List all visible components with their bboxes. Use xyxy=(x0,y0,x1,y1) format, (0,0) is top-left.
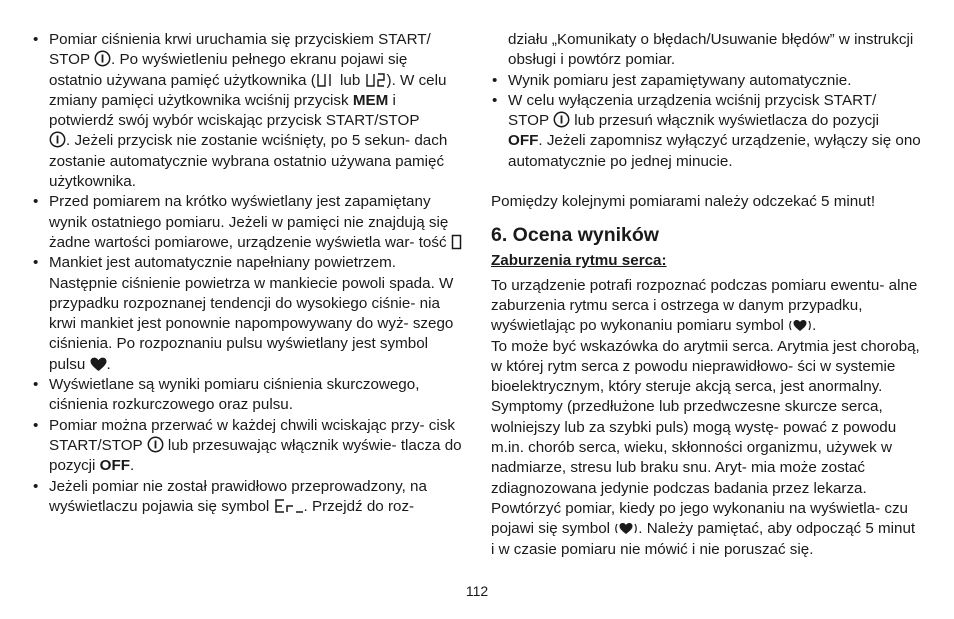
left-column xyxy=(32,30,464,517)
left-bullet-list xyxy=(32,30,464,517)
text: Powtórzyć pomiar, kiedy po jego wykonaniu na wyświetla- czu pojawi się symbol xyxy=(491,499,909,538)
list-item xyxy=(491,91,921,172)
zero-segment-icon xyxy=(451,234,462,250)
text: Jeżeli pomiar nie został prawidłowo przeprowadzony, na wyświetlaczu pojawia się symbol xyxy=(49,477,427,515)
page-number: 112 xyxy=(465,583,489,599)
list-item xyxy=(32,416,464,477)
right-bullet-list xyxy=(491,71,921,172)
continued-text: działu „Komunikaty o błędach/Usuwanie błędów” w instrukcji obsługi i powtórz pomiar. xyxy=(508,31,914,69)
subheading: Zaburzenia rytmu serca: xyxy=(491,252,667,270)
arrhythmia-heart-icon xyxy=(788,318,812,333)
error-segment-icon xyxy=(274,498,304,514)
list-item xyxy=(491,71,921,91)
section-heading: 6. Ocena wyników xyxy=(491,224,659,247)
list-item xyxy=(32,30,464,192)
text: Wyświetlane są wyniki pomiaru ciśnienia skurczowego, ciśnienia rozkurczowego oraz pulsu. xyxy=(49,376,420,414)
power-icon xyxy=(49,131,66,148)
off-label: OFF xyxy=(508,132,539,150)
paragraph: To może być wskazówka do arytmii serca. Arytmia jest chorobą, w której rytm serca z powodu nieprawidłowo- ści w systemie bioelektrycznym, który steruje akcją serca, jest anormalny. Symptomy (przedłużone lub przedwczesne skurcze serca, wolniejszy lub za szybki puls) mogą wystę- pować z powodu m.in. chorób serca, wieku, skłonności organizmu, używek w nadmiarze, stresu lub braku snu. Aryt- mia może zostać zdiagnozowana jedynie podczas badania przez lekarza. xyxy=(491,337,920,497)
off-label: OFF xyxy=(99,457,131,475)
text: lub xyxy=(340,71,361,89)
waiting-note: Pomiędzy kolejnymi pomiarami należy odczekać 5 minut! xyxy=(491,193,876,211)
text: . Należy pamiętać, aby odpocząć 5 minut i w czasie pomiaru nie mówić i nie poruszać się. xyxy=(491,520,916,558)
text: . Jeżeli przycisk nie zostanie wciśnięty, po 5 sekun- dach zostanie automatycznie wybrana ostatnio używana pamięć użytkownika. xyxy=(49,132,448,191)
text: To urządzenie potrafi rozpoznać podczas pomiaru ewentu- alne zaburzenia rytmu serca i ostrzega w danym przypadku, wyświetlając po wykonaniu pomiaru symbol xyxy=(491,276,918,335)
text: Przed pomiarem na krótko wyświetlany jest zapamiętany wynik ostatniego pomiaru. Jeżeli w pamięci nie znajdują się żadne wartości pomiarowe, urządzenie wyświetla war- tość xyxy=(49,193,449,251)
power-icon xyxy=(147,436,164,453)
text: lub przesuwając włącznik wyświe- tlacza do pozycji xyxy=(49,436,462,475)
text: lub przesuń włącznik wyświetlacza do pozycji xyxy=(574,112,880,130)
text: Wynik pomiaru jest zapamiętywany automatycznie. xyxy=(508,71,852,89)
list-item xyxy=(32,253,464,375)
text: . Przejdź do roz- xyxy=(303,497,415,515)
text: . xyxy=(130,457,135,475)
text: W celu wyłączenia urządzenia wciśnij przycisk START/ STOP xyxy=(508,91,877,130)
text: . xyxy=(812,317,817,335)
paragraph xyxy=(491,276,921,337)
text: ). W celu zmiany pamięci użytkownika wciśnij przycisk xyxy=(49,71,447,109)
right-column xyxy=(491,30,921,560)
paragraph xyxy=(491,499,921,560)
text: Pomiar można przerwać w każdej chwili wciskając przy- cisk START/STOP xyxy=(49,416,455,454)
text: Mankiet jest automatycznie napełniany powietrzem. Następnie ciśnienie powietrza w mankiecie powoli spada. W przypadku rozpoznanej tendencji do wysokiego ciśnie- nia krwi mankiet jest ponownie napompowywany do wyż- szego ciśnienia. Po rozpoznaniu pulsu wyświetlany jest symbol pulsu xyxy=(49,254,454,373)
power-icon xyxy=(553,111,570,128)
text: . xyxy=(106,355,111,373)
text: . Jeżeli zapomnisz wyłączyć urządzenie, wyłączy się ono automatycznie po jednej minucie. xyxy=(508,132,921,170)
user-memory-icon xyxy=(365,72,387,88)
list-item xyxy=(32,192,464,253)
text: . Po wyświetleniu pełnego ekranu pojawi się ostatnio używana pamięć użytkownika ( xyxy=(49,51,408,89)
text: i potwierdź swój wybór wciskając przycisk START/STOP xyxy=(49,91,420,130)
list-item xyxy=(32,477,464,518)
mem-label: MEM xyxy=(352,91,389,109)
user-memory-icon xyxy=(316,72,336,88)
heart-icon xyxy=(90,357,107,372)
power-icon xyxy=(94,50,111,67)
text: Pomiar ciśnienia krwi uruchamia się przyciskiem START/ STOP xyxy=(49,31,431,69)
list-item xyxy=(32,375,464,416)
arrhythmia-heart-icon xyxy=(614,521,638,536)
